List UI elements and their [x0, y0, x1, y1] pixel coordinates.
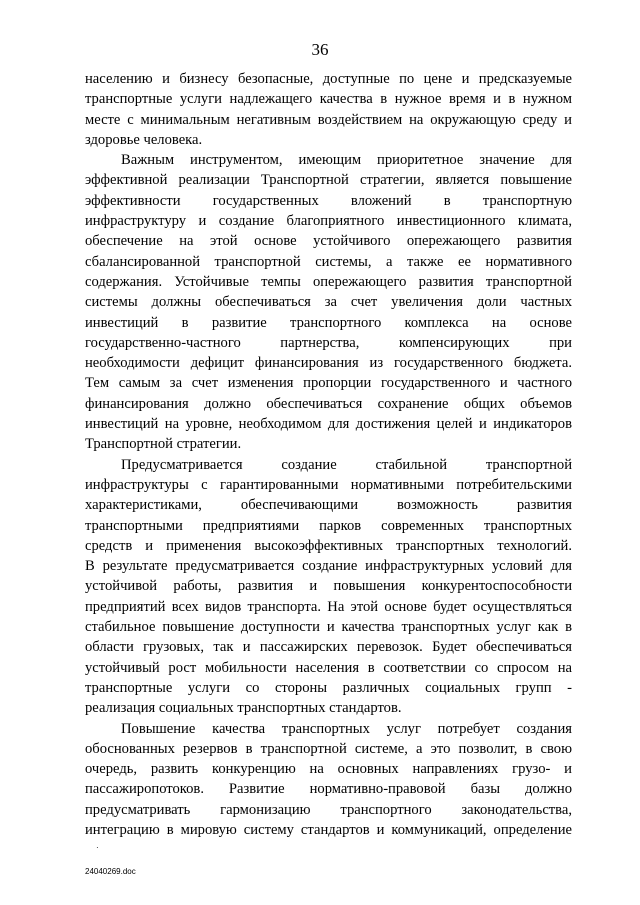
text-line: транспортные услуги надлежащего качества в нужное время и в нужном — [85, 91, 572, 108]
text-line: пассажиропотоков. Развитие нормативно-правовой базы должно — [85, 781, 572, 798]
text-line: финансирования должно обеспечиваться сохранение общих объемов — [85, 395, 572, 412]
text-line: Тем самым за счет изменения пропорции государственного и частного — [85, 375, 572, 392]
text-line: транспортными предприятиями парков современных транспортных — [85, 517, 572, 534]
text-line: интеграцию в мировую систему стандартов и коммуникаций, определение — [85, 821, 572, 838]
text-line: инфраструктуры с гарантированными нормативными потребительскими — [85, 476, 572, 493]
paragraph — [85, 719, 572, 841]
paragraph — [85, 150, 572, 454]
body-text — [85, 69, 572, 840]
text-line: Предусматривается создание стабильной транспортной — [121, 456, 572, 473]
text-line: предприятий всех видов транспорта. На этой основе будет осуществляться — [85, 598, 572, 615]
text-line: очередь, развить конкуренцию на основных направлениях грузо- и — [85, 761, 572, 778]
text-line: Повышение качества транспортных услуг потребует создания — [121, 720, 572, 737]
text-line: необходимости дефицит финансирования из государственного бюджета. — [85, 355, 572, 372]
text-line: обоснованных резервов в транспортной системе, а это позволит, в свою — [85, 740, 572, 757]
text-line: населению и бизнесу безопасные, доступные по цене и предсказуемые — [85, 71, 572, 87]
text-line: эффективности государственных вложений в транспортную — [85, 192, 572, 209]
text-line: устойчивый рост мобильности населения в соответствии со спросом на — [85, 659, 572, 676]
text-line: Транспортной стратегии. — [85, 436, 242, 453]
text-line: инфраструктуру и создание благоприятного инвестиционного климата, — [85, 213, 572, 230]
text-line: транспортные услуги со стороны различных социальных групп - — [85, 679, 572, 696]
text-line: обеспечение на этой основе устойчивого опережающего развития — [85, 233, 572, 250]
text-line: месте с минимальным негативным воздействием на окружающую среду и — [85, 111, 572, 128]
text-line: сбалансированной транспортной системы, а также ее нормативного — [85, 253, 572, 270]
paragraph — [85, 455, 572, 719]
text-line: инвестиций на уровне, необходимом для достижения целей и индикаторов — [85, 416, 572, 433]
text-line: В результате предусматривается создание инфраструктурных условий для — [85, 558, 572, 575]
text-line: эффективной реализации Транспортной стратегии, является повышение — [85, 172, 572, 189]
text-line: содержания. Устойчивые темпы опережающего развития транспортной — [85, 273, 572, 290]
page-number: 36 — [311, 40, 329, 59]
text-line: Важным инструментом, имеющим приоритетное значение для — [121, 152, 572, 169]
footer-file-name: 24040269.doc — [85, 867, 136, 876]
footer-mark-dot: · — [96, 843, 99, 852]
paragraph — [85, 69, 572, 150]
text-line: инвестиций в развитие транспортного комплекса на основе — [85, 314, 572, 331]
text-line: средств и применения высокоэффективных транспортных технологий. — [85, 537, 572, 554]
text-line: государственно-частного партнерства, компенсирующих при — [85, 334, 572, 351]
text-line: области грузовых, так и пассажирских перевозок. Будет обеспечиваться — [85, 639, 572, 656]
text-line: устойчивой работы, развития и повышения конкурентоспособности — [85, 578, 572, 595]
text-line: предусматривать гармонизацию транспортного законодательства, — [85, 801, 572, 818]
text-line: здоровье человека. — [85, 131, 203, 148]
text-line: характеристиками, обеспечивающими возможность развития — [85, 497, 572, 514]
text-line: стабильное повышение доступности и качества транспортных услуг как в — [85, 619, 572, 636]
text-line: реализация социальных транспортных стандартов. — [85, 700, 402, 717]
text-line: системы должны обеспечиваться за счет увеличения доли частных — [85, 294, 572, 311]
